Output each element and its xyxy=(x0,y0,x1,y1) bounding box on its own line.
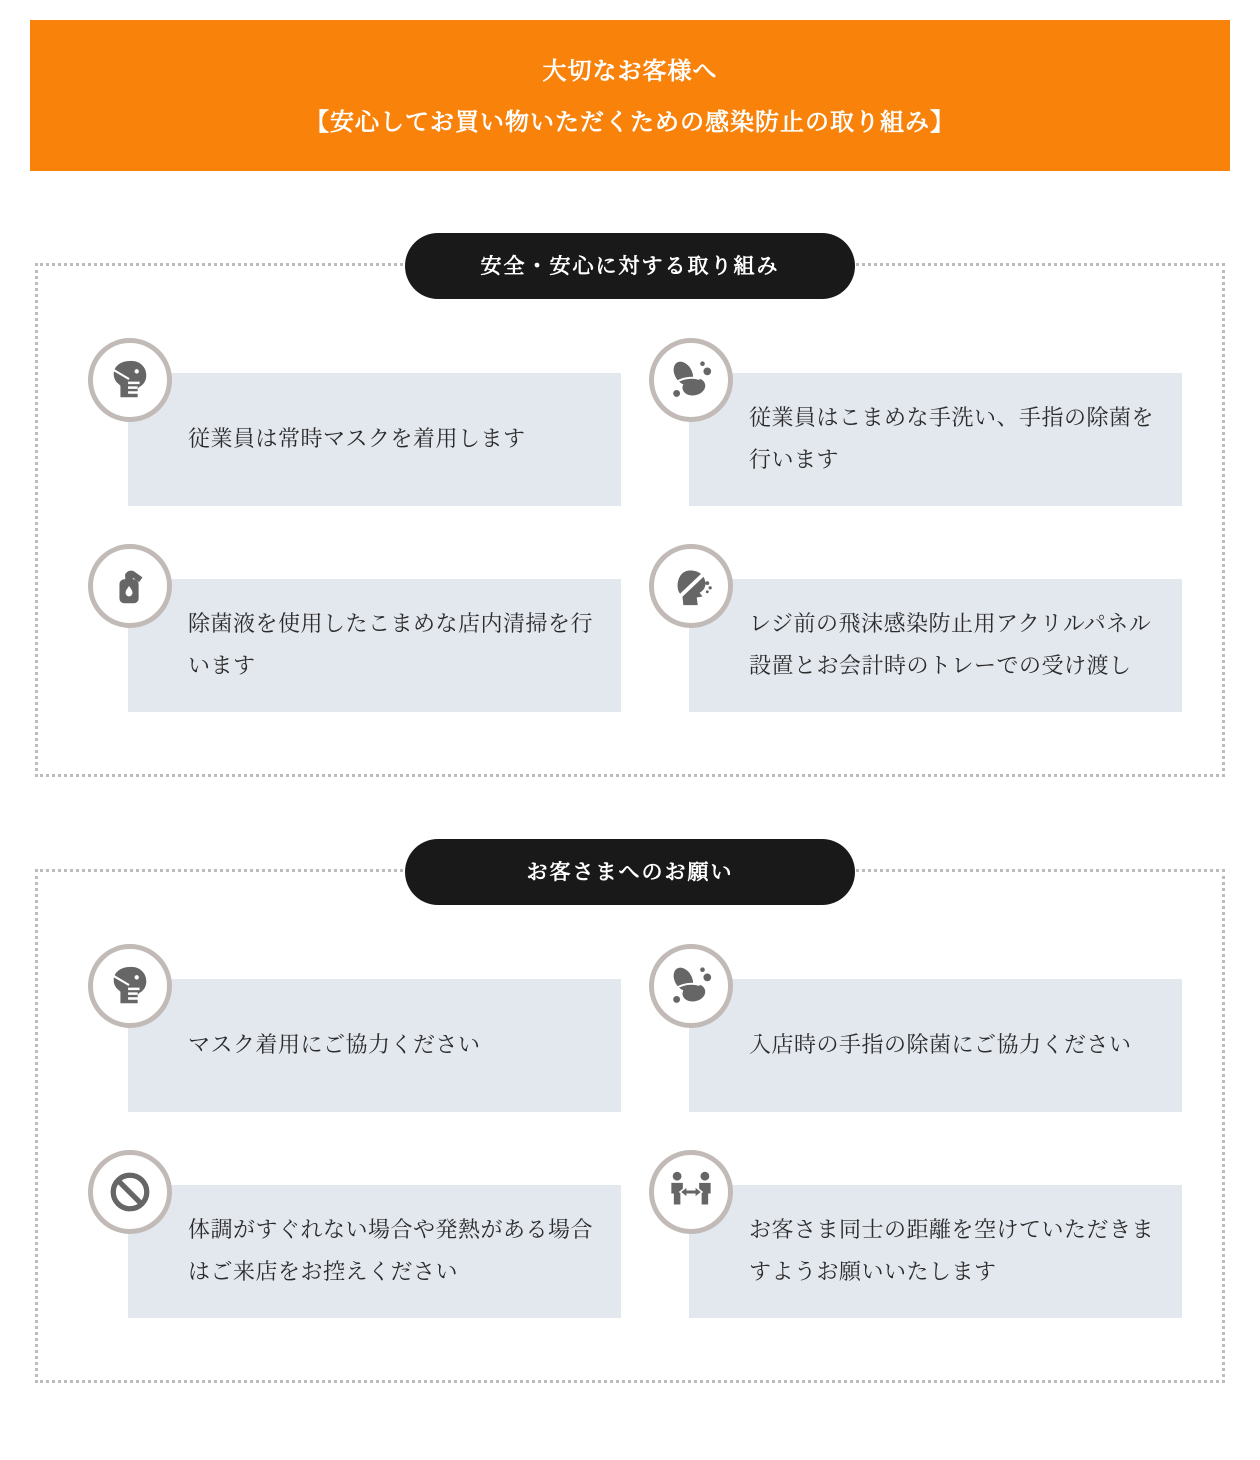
hand-washing-icon xyxy=(649,338,733,422)
item-text-box xyxy=(128,373,621,506)
items-grid xyxy=(88,944,1182,1318)
sanitizer-bottle-icon xyxy=(88,544,172,628)
list-item xyxy=(88,544,621,712)
item-text: レジ前の飛沫感染防止用アクリルパネル設置とお会計時のトレーでの受け渡し xyxy=(749,611,1152,679)
social-distance-icon xyxy=(649,1150,733,1234)
item-text: お客さま同士の距離を空けていただきますようお願いいたします xyxy=(749,1217,1155,1285)
section xyxy=(35,253,1225,777)
banner-title: 大切なお客様へ xyxy=(542,57,718,85)
list-item xyxy=(649,944,1182,1112)
list-item xyxy=(88,944,621,1112)
banner xyxy=(30,20,1230,171)
mask-face-icon xyxy=(88,944,172,1028)
item-text: 従業員はこまめな手洗い、手指の除菌を行います xyxy=(749,405,1155,473)
hand-washing-icon xyxy=(649,944,733,1028)
item-text: 除菌液を使用したこまめな店内清掃を行います xyxy=(188,611,594,679)
item-text-box xyxy=(128,1185,621,1318)
list-item xyxy=(649,544,1182,712)
list-item xyxy=(649,338,1182,506)
section xyxy=(35,859,1225,1383)
section-title-pill xyxy=(405,233,855,299)
item-text: 従業員は常時マスクを着用します xyxy=(188,426,526,452)
item-text-box xyxy=(689,1185,1182,1318)
list-item xyxy=(88,1150,621,1318)
no-droplet-icon xyxy=(649,544,733,628)
section-title: 安全・安心に対する取り組み xyxy=(480,253,780,278)
item-text-box xyxy=(128,979,621,1112)
notice-page xyxy=(0,20,1260,1460)
items-grid xyxy=(88,338,1182,712)
section-title-pill xyxy=(405,839,855,905)
item-text: マスク着用にご協力ください xyxy=(188,1032,481,1058)
mask-face-icon xyxy=(88,338,172,422)
item-text-box xyxy=(128,579,621,712)
item-text-box xyxy=(689,579,1182,712)
item-text: 入店時の手指の除菌にご協力ください xyxy=(749,1032,1132,1058)
list-item xyxy=(649,1150,1182,1318)
banner-subtitle: 【安心してお買い物いただくための感染防止の取り組み】 xyxy=(305,108,955,136)
item-text-box xyxy=(689,979,1182,1112)
prohibition-icon xyxy=(88,1150,172,1234)
list-item xyxy=(88,338,621,506)
section-title: お客さまへのお願い xyxy=(526,859,734,884)
sections-container xyxy=(0,253,1260,1383)
item-text: 体調がすぐれない場合や発熱がある場合はご来店をお控えください xyxy=(188,1217,594,1285)
item-text-box xyxy=(689,373,1182,506)
